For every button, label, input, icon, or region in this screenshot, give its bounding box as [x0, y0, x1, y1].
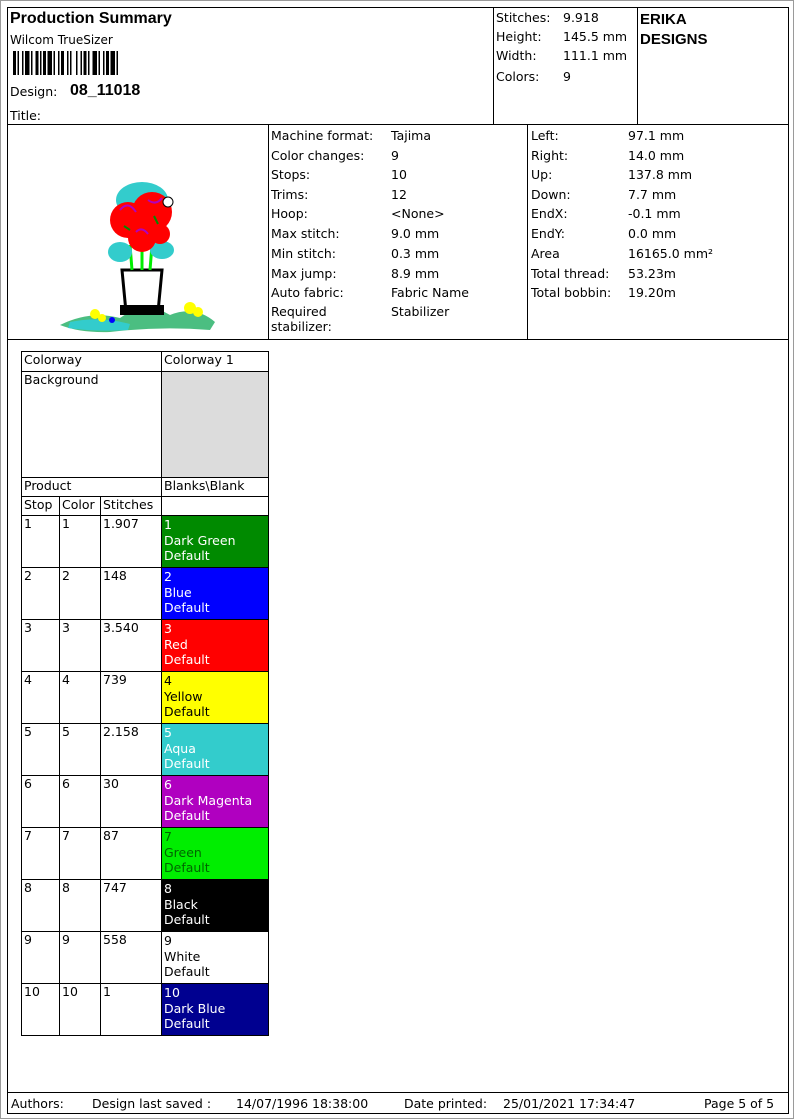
color-row — [22, 568, 269, 620]
color-row — [22, 620, 269, 672]
machine-label: Color changes: — [271, 148, 365, 163]
barcode-bar — [40, 51, 42, 75]
barcode-bar — [99, 51, 101, 75]
machine-label: Max jump: — [271, 266, 337, 281]
stat-label-stitches: Stitches: — [496, 10, 551, 25]
stop-number: 5 — [22, 724, 60, 776]
color-number: 8 — [60, 880, 101, 932]
barcode-bar — [106, 51, 109, 75]
thread-brand: Default — [164, 600, 210, 615]
colorway-header-label: Colorway — [22, 352, 162, 372]
machine-label: Hoop: — [271, 206, 308, 221]
thread-brand: Default — [164, 756, 210, 771]
stop-number: 10 — [22, 984, 60, 1036]
color-number: 9 — [60, 932, 101, 984]
extent-value: 53.23m — [628, 266, 676, 281]
colorway-header-value: Colorway 1 — [162, 352, 269, 372]
machine-value: Fabric Name — [391, 285, 469, 300]
footer-page-number: Page 5 of 5 — [704, 1096, 775, 1111]
thread-name: Red — [164, 636, 188, 652]
machine-value: 9 — [391, 148, 399, 163]
column-header-stop: Stop — [22, 497, 60, 516]
thread-name: Dark Magenta — [164, 792, 253, 808]
barcode-bar — [67, 51, 69, 75]
thread-name: Dark Blue — [164, 1000, 226, 1016]
barcode — [13, 51, 145, 75]
machine-value: 9.0 mm — [391, 226, 440, 241]
thread-swatch — [162, 568, 269, 620]
machine-value: 10 — [391, 167, 407, 182]
thread-name: Green — [164, 844, 202, 860]
barcode-bar — [103, 51, 105, 75]
machine-value: 0.3 mm — [391, 246, 440, 261]
software-name: Wilcom TrueSizer — [10, 33, 113, 47]
machine-value: <None> — [391, 206, 445, 221]
product-value: Blanks\Blank — [162, 478, 269, 497]
thread-brand: Default — [164, 808, 210, 823]
stitch-count: 739 — [101, 672, 162, 724]
brand-name-line1: ERIKA — [640, 11, 687, 28]
color-row — [22, 776, 269, 828]
extent-label: Total bobbin: — [531, 285, 612, 300]
footer-divider — [7, 1092, 788, 1093]
stitch-count: 148 — [101, 568, 162, 620]
color-number: 10 — [60, 984, 101, 1036]
extent-value: 0.0 mm — [628, 226, 677, 241]
extent-label: Left: — [531, 128, 559, 143]
extent-value: 137.8 mm — [628, 167, 693, 182]
stitch-count: 2.158 — [101, 724, 162, 776]
stop-number: 8 — [22, 880, 60, 932]
extent-label: Up: — [531, 167, 553, 182]
stop-number: 2 — [22, 568, 60, 620]
stitch-count: 30 — [101, 776, 162, 828]
machine-label: Auto fabric: — [271, 285, 344, 300]
barcode-bar — [54, 51, 56, 75]
thread-brand: Default — [164, 964, 210, 979]
column-header-stitches: Stitches — [101, 497, 162, 516]
stitch-count: 87 — [101, 828, 162, 880]
machine-value: 8.9 mm — [391, 266, 440, 281]
barcode-bar — [84, 51, 87, 75]
stop-number: 6 — [22, 776, 60, 828]
barcode-bar — [22, 51, 24, 75]
barcode-bar — [25, 51, 30, 75]
thread-name: Aqua — [164, 740, 196, 756]
barcode-bar — [48, 51, 53, 75]
header-divider — [7, 124, 788, 125]
footer-printed-value: 25/01/2021 17:34:47 — [503, 1096, 636, 1111]
barcode-bar — [93, 51, 98, 75]
stat-value-height: 145.5 mm — [563, 29, 628, 44]
thread-swatch — [162, 620, 269, 672]
color-row — [22, 672, 269, 724]
machine-label: Min stitch: — [271, 246, 336, 261]
color-number: 1 — [60, 516, 101, 568]
stat-value-colors: 9 — [563, 69, 571, 84]
barcode-bar — [61, 51, 64, 75]
color-number: 2 — [60, 568, 101, 620]
stat-label-height: Height: — [496, 29, 542, 44]
thread-brand: Default — [164, 912, 210, 927]
colorway-table — [21, 351, 269, 1036]
machine-label: Max stitch: — [271, 226, 340, 241]
design-label: Design: — [10, 84, 58, 99]
extents-divider — [527, 124, 528, 339]
preview-divider — [268, 124, 269, 339]
machine-value: Stabilizer — [391, 304, 450, 319]
extent-value: 16165.0 mm² — [628, 246, 714, 261]
barcode-bar — [81, 51, 83, 75]
extent-value: 7.7 mm — [628, 187, 677, 202]
barcode-bar — [43, 51, 46, 75]
extent-value: 14.0 mm — [628, 148, 685, 163]
extent-label: EndX: — [531, 206, 568, 221]
color-row — [22, 724, 269, 776]
machine-label: Trims: — [271, 187, 309, 202]
machine-value: 12 — [391, 187, 407, 202]
color-number: 4 — [60, 672, 101, 724]
design-number: 08_11018 — [70, 82, 141, 99]
thread-name: Blue — [164, 584, 192, 600]
stats-divider — [493, 7, 494, 124]
color-number: 7 — [60, 828, 101, 880]
machine-label: Required — [271, 304, 327, 319]
barcode-bar — [111, 51, 116, 75]
column-header-color: Color — [60, 497, 101, 516]
footer-authors-label: Authors: — [11, 1096, 64, 1111]
extent-label: Right: — [531, 148, 569, 163]
barcode-bar — [18, 51, 20, 75]
extent-label: Area — [531, 246, 560, 261]
thread-num: 3 — [164, 621, 172, 636]
color-number: 6 — [60, 776, 101, 828]
color-number: 5 — [60, 724, 101, 776]
stitch-count: 747 — [101, 880, 162, 932]
thread-brand: Default — [164, 548, 210, 563]
stat-value-stitches: 9.918 — [563, 10, 599, 25]
footer-printed-label: Date printed: — [404, 1096, 488, 1111]
thread-swatch — [162, 776, 269, 828]
machine-value: Tajima — [391, 128, 432, 143]
color-row — [22, 984, 269, 1036]
thread-num: 5 — [164, 725, 172, 740]
extent-value: 19.20m — [628, 285, 676, 300]
barcode-bar — [58, 51, 60, 75]
stop-number: 7 — [22, 828, 60, 880]
barcode-bar — [31, 51, 33, 75]
stop-number: 9 — [22, 932, 60, 984]
column-header-blank — [162, 497, 269, 516]
thread-num: 9 — [164, 933, 172, 948]
thread-brand: Default — [164, 652, 210, 667]
thread-swatch — [162, 516, 269, 568]
info-divider — [7, 339, 788, 340]
barcode-bar — [70, 51, 72, 75]
extent-label: Down: — [531, 187, 571, 202]
extent-value: -0.1 mm — [628, 206, 681, 221]
color-row — [22, 880, 269, 932]
barcode-bar — [36, 51, 39, 75]
brand-name-line2: DESIGNS — [640, 31, 708, 48]
stat-value-width: 111.1 mm — [563, 48, 628, 63]
thread-num: 4 — [164, 673, 172, 688]
extent-label: EndY: — [531, 226, 565, 241]
thread-swatch — [162, 672, 269, 724]
thread-name: Black — [164, 896, 198, 912]
thread-brand: Default — [164, 704, 210, 719]
color-row — [22, 828, 269, 880]
thread-num: 8 — [164, 881, 172, 896]
stitch-count: 558 — [101, 932, 162, 984]
barcode-bar — [76, 51, 78, 75]
design-preview-graphic — [60, 182, 215, 332]
thread-swatch — [162, 984, 269, 1036]
footer-saved-label: Design last saved : — [92, 1096, 212, 1111]
extent-label: Total thread: — [531, 266, 610, 281]
barcode-bar — [117, 51, 119, 75]
product-label: Product — [22, 478, 162, 497]
thread-swatch — [162, 828, 269, 880]
background-swatch — [162, 372, 269, 478]
footer-saved-value: 14/07/1996 18:38:00 — [236, 1096, 369, 1111]
stitch-count: 1 — [101, 984, 162, 1036]
stat-label-colors: Colors: — [496, 69, 540, 84]
thread-brand: Default — [164, 1016, 210, 1031]
stitch-count: 1.907 — [101, 516, 162, 568]
stop-number: 3 — [22, 620, 60, 672]
barcode-bar — [13, 51, 16, 75]
design-preview — [50, 140, 230, 335]
report-title: Production Summary — [10, 10, 172, 27]
thread-swatch — [162, 880, 269, 932]
thread-num: 1 — [164, 517, 172, 532]
color-row — [22, 932, 269, 984]
thread-name: Dark Green — [164, 532, 236, 548]
background-label: Background — [22, 372, 162, 478]
machine-label-cont: stabilizer: — [271, 319, 332, 334]
extent-value: 97.1 mm — [628, 128, 685, 143]
thread-brand: Default — [164, 860, 210, 875]
thread-num: 7 — [164, 829, 172, 844]
thread-num: 10 — [164, 985, 180, 1000]
stat-label-width: Width: — [496, 48, 537, 63]
machine-label: Stops: — [271, 167, 311, 182]
thread-name: White — [164, 948, 201, 964]
thread-swatch — [162, 932, 269, 984]
stop-number: 1 — [22, 516, 60, 568]
color-number: 3 — [60, 620, 101, 672]
thread-swatch — [162, 724, 269, 776]
stop-number: 4 — [22, 672, 60, 724]
machine-label: Machine format: — [271, 128, 374, 143]
thread-name: Yellow — [164, 688, 203, 704]
color-row — [22, 516, 269, 568]
stitch-count: 3.540 — [101, 620, 162, 672]
thread-num: 6 — [164, 777, 172, 792]
barcode-bar — [88, 51, 90, 75]
title-label: Title: — [10, 108, 41, 123]
thread-num: 2 — [164, 569, 172, 584]
brand-divider — [637, 7, 638, 124]
